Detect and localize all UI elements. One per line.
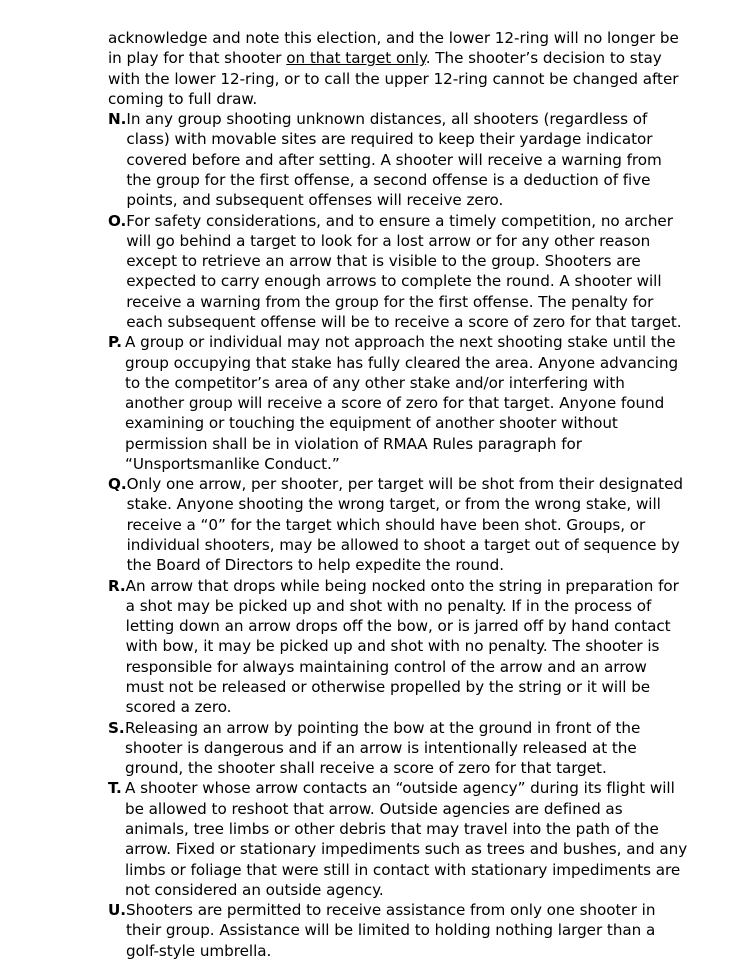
item-body-p: A group or individual may not approach the next shooting stake until the group occupying that stake has fully cleared the area. Anyone advancing to the competitor’s area of any other stake and/or interfering with another group will receive a score of zero for that target. Anyone found examining or touching the equipment of another shooter without permission shall be in violation of RMAA Rules paragraph for “Unsportsmanlike Conduct.” xyxy=(125,333,679,473)
item-label-s: S. xyxy=(108,718,125,737)
item-label-q: Q. xyxy=(108,475,127,494)
item-body-o: For safety considerations, and to ensure a timely competition, no archer will go behind a target to look for a lost arrow or for any other reason except to retrieve an arrow that is visible to the group. Shooters are expected to carry enough arrows to complete the round. A shooter will receive a warning from the group for the first offense. The penalty for each subsequent offense will be to receive a score of zero for that target. xyxy=(126,211,682,331)
continuation-text-before: acknowledge and note this election, and the lower 12-ring will no longer be in play for that shooter xyxy=(108,29,679,68)
paragraph-item-o xyxy=(108,211,688,333)
paragraph-continuation xyxy=(108,28,688,109)
item-body-t: A shooter whose arrow contacts an “outside agency” during its flight will be allowed to reshoot that arrow. Outside agencies are defined as animals, tree limbs or other debris that may travel into the path of the arrow. Fixed or stationary impediments such as trees and bushes, and any limbs or foliage that were still in contact with stationary impediments are not considered an outside agency. xyxy=(125,779,688,899)
paragraph-item-s xyxy=(108,718,688,779)
item-body-u: Shooters are permitted to receive assistance from only one shooter in their group. Assistance will be limited to holding nothing larger than a golf-style umbrella. xyxy=(126,901,656,960)
item-body-n: In any group shooting unknown distances, all shooters (regardless of class) with movable sites are required to keep their yardage indicator covered before and after setting. A shooter will receive a warning from the group for the first offense, a second offense is a deduction of five points, and subsequent offenses will receive zero. xyxy=(126,110,662,210)
item-label-n: N. xyxy=(108,110,127,129)
item-label-u: U. xyxy=(108,901,127,920)
item-body-s: Releasing an arrow by pointing the bow at the ground in front of the shooter is dangerous and if an arrow is intentionally released at the ground, the shooter shall receive a score of zero for that target. xyxy=(125,718,641,778)
paragraph-item-t xyxy=(108,778,688,900)
paragraph-item-r xyxy=(108,576,688,718)
paragraph-item-u xyxy=(108,900,688,961)
item-label-o: O. xyxy=(108,211,127,230)
paragraph-item-p xyxy=(108,332,688,474)
item-label-t: T. xyxy=(108,779,122,798)
item-body-q: Only one arrow, per shooter, per target will be shot from their designated stake. Anyone shooting the wrong target, or from the wrong stake, will receive a “0” for the target which should have been shot. Groups, or individual shooters, may be allowed to shoot a target out of sequence by the Board of Directors to help expedite the round. xyxy=(126,475,683,575)
item-body-r: An arrow that drops while being nocked onto the string in preparation for a shot may be picked up and shot with no penalty. If in the process of letting down an arrow drops off the bow, or is jarred off by hand contact with bow, it may be picked up and shot with no penalty. The shooter is responsible for always maintaining control of the arrow and an arrow must not be released or otherwise propelled by the string or it will be scored a zero. xyxy=(125,576,679,717)
continuation-underlined-text: on that target only xyxy=(286,49,426,68)
item-label-p: P. xyxy=(108,333,123,352)
item-label-r: R. xyxy=(108,576,126,595)
paragraph-item-n xyxy=(108,109,688,210)
continuation-text-after: . The shooter’s decision to stay with the lower 12-ring, or to call the upper 12-ring cannot be changed after coming to full draw. xyxy=(108,49,679,108)
paragraph-item-q xyxy=(108,474,688,575)
